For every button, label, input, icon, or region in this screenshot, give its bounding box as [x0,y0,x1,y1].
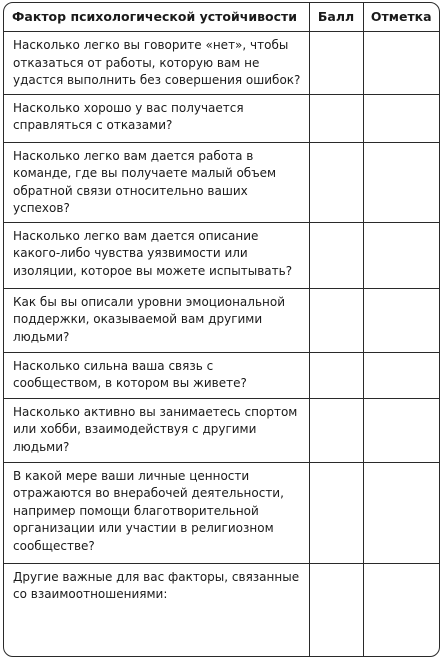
score-cell[interactable] [309,32,363,95]
table-row [4,398,439,462]
question-text: Другие важные для вас факторы, связанные со взаимоотношениями: [4,563,309,656]
column-header-mark: Отметка [363,3,439,32]
resilience-form [3,2,440,657]
table-row [4,462,439,563]
question-text: Насколько активно вы занимаетесь спортом или хобби, взаимодействуя с другими людьми? [4,398,309,462]
score-cell[interactable] [309,563,363,656]
question-text: Насколько легко вам дается работа в команде, где вы получаете малый объем обратной связи относительно ваших успехов? [4,142,309,222]
table-row [4,94,439,142]
mark-cell[interactable] [363,462,439,563]
score-cell[interactable] [309,222,363,288]
score-cell[interactable] [309,94,363,142]
score-cell[interactable] [309,352,363,398]
table-row [4,142,439,222]
table-row [4,563,439,656]
mark-cell[interactable] [363,563,439,656]
score-cell[interactable] [309,398,363,462]
score-cell[interactable] [309,142,363,222]
question-text: Насколько легко вы говорите «нет», чтобы отказаться от работы, которую вам не удастся выполнить без совершения ошибок? [4,32,309,95]
column-header-score: Балл [309,3,363,32]
question-text: Как бы вы описали уровни эмоциональной поддержки, оказываемой вам другими людьми? [4,288,309,352]
resilience-table [4,3,439,656]
score-cell[interactable] [309,288,363,352]
question-text: В какой мере ваши личные ценности отражаются во внерабочей деятельности, например помощи благотворительной организации или участии в религиозном сообществе? [4,462,309,563]
column-header-factor: Фактор психологической устойчивости [4,3,309,32]
mark-cell[interactable] [363,142,439,222]
question-text: Насколько легко вам дается описание какого-либо чувства уязвимости или изоляции, которое вы можете испытывать? [4,222,309,288]
mark-cell[interactable] [363,222,439,288]
mark-cell[interactable] [363,352,439,398]
table-header-row [4,3,439,32]
table-row [4,222,439,288]
table-row [4,352,439,398]
table-row [4,32,439,95]
score-cell[interactable] [309,462,363,563]
mark-cell[interactable] [363,398,439,462]
mark-cell[interactable] [363,288,439,352]
table-row [4,288,439,352]
mark-cell[interactable] [363,32,439,95]
mark-cell[interactable] [363,94,439,142]
question-text: Насколько сильна ваша связь с сообществом, в котором вы живете? [4,352,309,398]
question-text: Насколько хорошо у вас получается справляться с отказами? [4,94,309,142]
